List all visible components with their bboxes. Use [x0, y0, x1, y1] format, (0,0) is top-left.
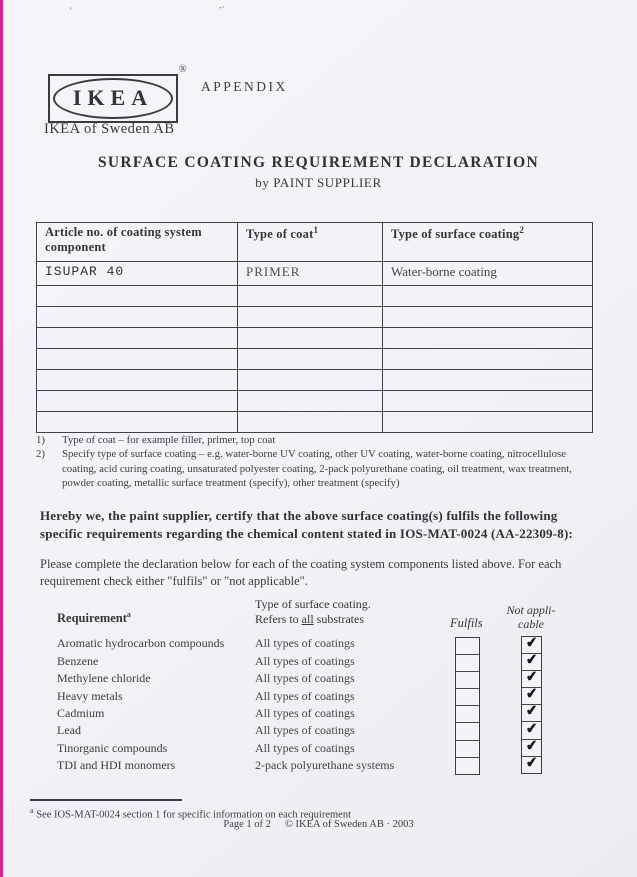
not-applicable-checkbox: [522, 740, 541, 757]
fulfils-column-header: Fulfils: [450, 616, 483, 630]
requirement-scope: All types of coatings: [255, 636, 355, 651]
fulfils-checkbox: [456, 655, 479, 672]
not-applicable-checkbox: [522, 705, 541, 722]
surface-coating-value: Water-borne coating: [383, 262, 593, 286]
col-header-surface: Type of surface coating$^2$: [383, 223, 593, 262]
fulfils-checkbox: [456, 758, 479, 774]
table-row-empty: [37, 328, 593, 349]
requirement-name: Methylene chloride: [57, 671, 151, 686]
not-applicable-checkbox-column: [521, 636, 542, 774]
checkmark-icon: ✔: [524, 669, 539, 686]
requirement-name: Heavy metals: [57, 688, 123, 703]
not-applicable-checkbox: [522, 654, 541, 671]
fulfils-checkbox: [456, 638, 479, 655]
not-applicable-checkbox: [522, 637, 541, 654]
requirement-name: Benzene: [57, 653, 99, 668]
checkmark-icon: ✔: [524, 755, 539, 772]
table-row-empty: [37, 286, 593, 307]
coating-system-table: [36, 222, 593, 433]
requirement-scope: All types of coatings: [255, 671, 355, 686]
instruction-paragraph: Please complete the declaration below for each of the coating system components listed above. For each requirement check either "fulfils" or "not applicable".: [40, 557, 562, 589]
checkmark-icon: ✔: [524, 686, 539, 703]
requirement-name: TDI and HDI monomers: [57, 758, 176, 773]
col-header-article: Article no. of coating system component: [37, 223, 238, 262]
checkmark-icon: ✔: [524, 738, 539, 755]
requirement-row: [57, 757, 449, 774]
fulfils-checkbox: [456, 706, 479, 723]
not-applicable-checkbox: [522, 722, 541, 739]
table-header-row: [37, 223, 593, 262]
ikea-logo-text: IKEA: [72, 85, 154, 110]
checkmark-icon: ✔: [524, 703, 539, 720]
bottom-footnote-text: See IOS-MAT-0024 section 1 for specific information on each requirement: [33, 809, 352, 821]
requirement-name: Cadmium: [57, 705, 105, 720]
table-row-empty: [37, 412, 593, 433]
requirement-column-header: Requirement$^a$: [57, 610, 131, 626]
requirement-name: Aromatic hydrocarbon compounds: [57, 636, 225, 651]
requirement-row: [57, 670, 449, 687]
requirement-scope: 2-pack polyurethane systems: [255, 758, 395, 773]
fulfils-checkbox: [456, 741, 479, 758]
requirement-row: [57, 705, 449, 722]
table-row-empty: [37, 349, 593, 370]
fulfils-checkbox: [456, 672, 479, 689]
requirement-row: [57, 652, 449, 669]
requirement-row: [57, 722, 449, 739]
footnote-2: [36, 447, 592, 490]
requirements-list: [57, 635, 449, 775]
table-row-empty: [37, 370, 593, 391]
requirement-scope: All types of coatings: [255, 705, 355, 720]
copyright: © IKEA of Sweden AB · 2003: [284, 819, 414, 830]
registered-trademark-icon: ®: [179, 64, 187, 75]
footnote-2-text: Specify type of surface coating – e.g. water-borne UV coating, other UV coating, water-borne coating, nitrocellulose coating, acid curing coating, unsaturated polyester coating, 2-pack polyurethane coating, oil treatment, wax treatment, powder coating, metallic surface treatment (specify), other treatment (specify): [62, 448, 572, 489]
fulfils-checkbox: [456, 689, 479, 706]
footnote-1: [36, 433, 592, 447]
not-applicable-column-header: Not appli- cable: [506, 603, 556, 631]
page-footer: [0, 819, 637, 830]
table-row-empty: [37, 307, 593, 328]
requirement-row: [57, 740, 449, 757]
footnote-1-marker: 1): [36, 434, 45, 446]
not-applicable-checkbox: [522, 671, 541, 688]
bottom-footnote-marker: a: [30, 806, 34, 815]
scan-speck: -·: [219, 2, 225, 12]
fulfils-checkbox-column: [455, 637, 480, 775]
requirement-scope: All types of coatings: [255, 740, 355, 755]
document-subtitle: by PAINT SUPPLIER: [255, 175, 382, 190]
requirement-scope: All types of coatings: [255, 688, 355, 703]
table-footnotes: [36, 433, 592, 490]
page-number: Page 1 of 2: [223, 819, 271, 830]
footnote-1-text: Type of coat – for example filler, primer, top coat: [62, 434, 276, 446]
scan-edge-artifact: [0, 0, 3, 877]
checkmark-icon: ✔: [524, 635, 539, 652]
not-applicable-checkbox: [522, 688, 541, 705]
document-title: SURFACE COATING REQUIREMENT DECLARATION: [98, 154, 539, 171]
requirement-name: Lead: [57, 723, 81, 738]
footnote-divider: [30, 799, 182, 801]
not-applicable-checkbox: [522, 757, 541, 773]
checkmark-icon: ✔: [524, 652, 539, 669]
requirement-scope: All types of coatings: [255, 653, 355, 668]
company-name: IKEA of Sweden AB: [44, 121, 175, 137]
requirement-row: [57, 635, 449, 652]
appendix-label: APPENDIX: [201, 79, 288, 94]
surface-coating-column-header: Type of surface coating. Refers to all substrates: [255, 597, 371, 627]
requirement-row: [57, 687, 449, 704]
col-header-coat: Type of coat$^1$: [238, 223, 383, 262]
footnote-2-marker: 2): [36, 448, 45, 461]
requirement-name: Tinorganic compounds: [57, 740, 168, 755]
certification-paragraph: Hereby we, the paint supplier, certify that the above surface coating(s) fulfils the following specific requirements regarding the chemical content stated in IOS-MAT-0024 (AA-22309-8):: [40, 508, 574, 542]
ikea-logo: [48, 74, 178, 123]
table-row-empty: [37, 391, 593, 412]
scan-speck: ': [70, 6, 72, 16]
table-row: [37, 262, 593, 286]
checkmark-icon: ✔: [524, 720, 539, 738]
requirement-scope: All types of coatings: [255, 723, 355, 738]
coat-type-value: PRIMER: [238, 262, 383, 286]
fulfils-checkbox: [456, 723, 479, 740]
article-number-value: ISUPAR 40: [37, 262, 238, 286]
